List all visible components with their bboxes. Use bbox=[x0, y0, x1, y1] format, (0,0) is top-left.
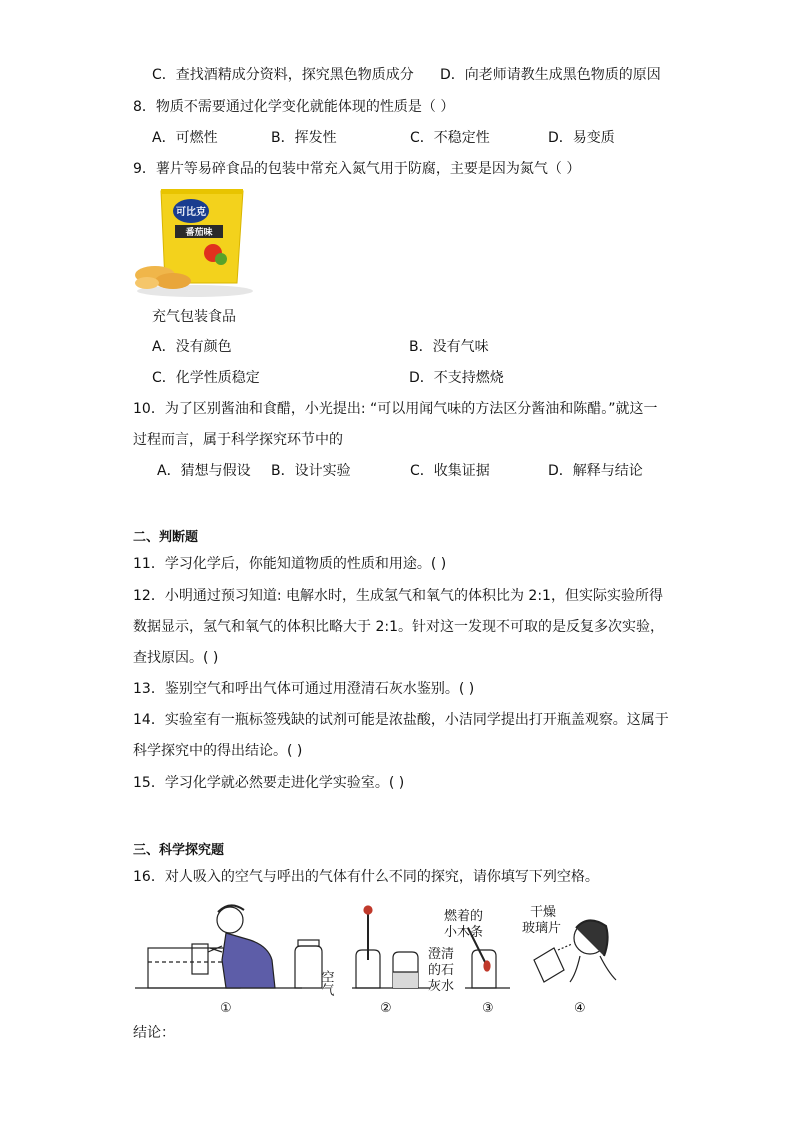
burning-stick-label-2: 小木条 bbox=[444, 925, 484, 940]
q9-stem: 9．薯片等易碎食品的包装中常充入氮气用于防腐，主要是因为氮气（ ） bbox=[133, 161, 581, 177]
q13: 13．鉴别空气和呼出气体可通过用澄清石灰水鉴别。( ) bbox=[133, 681, 475, 697]
q11: 11．学习化学后，你能知道物质的性质和用途。( ) bbox=[133, 556, 447, 572]
q8-option-c: C．不稳定性 bbox=[410, 130, 490, 146]
dry-glass-label-1: 干燥 bbox=[530, 905, 557, 920]
q10-stem-line2: 过程而言，属于科学探究环节中的 bbox=[133, 432, 343, 448]
q12-line2: 数据显示，氢气和氧气的体积比略大于 2:1。针对这一发现不可取的是反复多次实验， bbox=[133, 619, 664, 635]
limewater-label-2: 的石 bbox=[428, 963, 455, 978]
air-label: 空气 bbox=[318, 970, 334, 996]
bag-flavor-text: 番茄味 bbox=[185, 228, 213, 238]
q15: 15．学习化学就必然要走进化学实验室。( ) bbox=[133, 775, 405, 791]
q8-stem: 8．物质不需要通过化学变化就能体现的性质是（ ） bbox=[133, 99, 455, 115]
figure-number-4: ④ bbox=[574, 1001, 586, 1016]
q9-option-b: B．没有气味 bbox=[409, 339, 489, 355]
bag-brand-text: 可比克 bbox=[176, 207, 206, 218]
q12-line1: 12．小明通过预习知道: 电解水时，生成氢气和氧气的体积比为 2:1，但实际实验所得 bbox=[133, 588, 663, 604]
dry-glass-label-2: 玻璃片 bbox=[522, 921, 562, 936]
q10-option-a: A．猜想与假设 bbox=[157, 463, 251, 479]
q12-line3: 查找原因。( ) bbox=[133, 650, 219, 666]
q14-line1: 14．实验室有一瓶标签残缺的试剂可能是浓盐酸，小洁同学提出打开瓶盖观察。这属于 bbox=[133, 712, 669, 728]
figure-number-3: ③ bbox=[482, 1001, 494, 1016]
q8-option-a: A．可燃性 bbox=[152, 130, 218, 146]
section-2-title: 二、判断题 bbox=[133, 530, 199, 545]
chips-bag-image bbox=[133, 187, 263, 299]
q10-stem-line1: 10．为了区别酱油和食醋，小光提出: “可以用闻气味的方法区分酱油和陈醋。”就这一 bbox=[133, 401, 658, 417]
q9-option-c: C．化学性质稳定 bbox=[152, 370, 260, 386]
q10-option-c: C．收集证据 bbox=[410, 463, 490, 479]
q10-option-d: D．解释与结论 bbox=[548, 463, 643, 479]
panel-2-limewater-bottles bbox=[352, 906, 430, 988]
figure-number-2: ② bbox=[380, 1001, 392, 1016]
q10-option-b: B．设计实验 bbox=[271, 463, 351, 479]
q16-stem: 16．对人吸入的空气与呼出的气体有什么不同的探究，请你填写下列空格。 bbox=[133, 869, 599, 885]
panel-1-water-trough bbox=[135, 905, 322, 988]
q7-option-c: C．查找酒精成分资料，探究黑色物质成分 bbox=[152, 67, 414, 83]
q9-option-a: A．没有颜色 bbox=[152, 339, 232, 355]
q8-option-d: D．易变质 bbox=[548, 130, 615, 146]
breathing-experiment-figure bbox=[130, 900, 650, 1020]
limewater-label-1: 澄清 bbox=[428, 947, 455, 962]
q9-image-caption: 充气包装食品 bbox=[152, 309, 236, 325]
q7-option-d: D．向老师请教生成黑色物质的原因 bbox=[440, 67, 661, 83]
q8-option-b: B．挥发性 bbox=[271, 130, 337, 146]
figure-number-1: ① bbox=[220, 1001, 232, 1016]
conclusion-label: 结论： bbox=[133, 1025, 175, 1041]
q9-option-d: D．不支持燃烧 bbox=[409, 370, 504, 386]
section-3-title: 三、科学探究题 bbox=[133, 843, 225, 858]
burning-stick-label-1: 燃着的 bbox=[444, 909, 484, 924]
q14-line2: 科学探究中的得出结论。( ) bbox=[133, 743, 303, 759]
limewater-label-3: 灰水 bbox=[428, 979, 455, 994]
